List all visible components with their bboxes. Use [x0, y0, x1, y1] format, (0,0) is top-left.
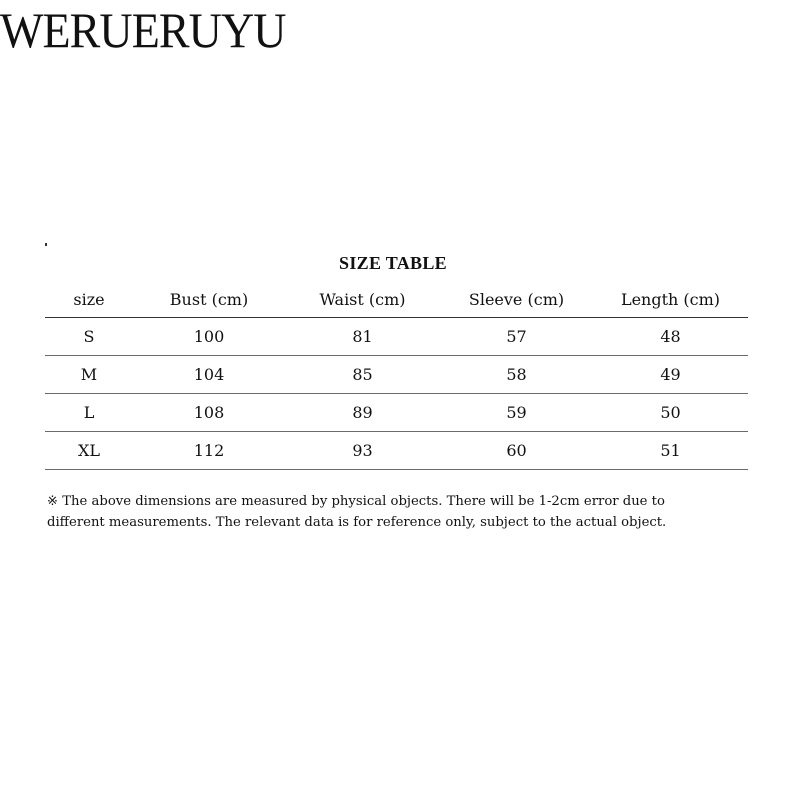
cell-length: 49 — [593, 356, 748, 394]
note-line-2: different measurements. The relevant data is for reference only, subject to the actual object. — [47, 515, 667, 530]
cell-length: 48 — [593, 318, 748, 356]
stray-mark — [45, 243, 47, 246]
cell-sleeve: 57 — [440, 318, 593, 356]
table-row — [45, 356, 748, 394]
cell-bust: 100 — [133, 318, 285, 356]
size-table — [45, 281, 748, 470]
brand-logo-text: WERUERUYU — [0, 2, 286, 58]
cell-bust: 108 — [133, 394, 285, 432]
cell-length: 50 — [593, 394, 748, 432]
cell-length: 51 — [593, 432, 748, 470]
table-row — [45, 394, 748, 432]
cell-size: L — [45, 394, 133, 432]
header-sleeve: Sleeve (cm) — [440, 281, 593, 318]
table-row — [45, 432, 748, 470]
cell-size: XL — [45, 432, 133, 470]
header-waist: Waist (cm) — [285, 281, 440, 318]
cell-sleeve: 59 — [440, 394, 593, 432]
cell-bust: 112 — [133, 432, 285, 470]
size-table-title: SIZE TABLE — [339, 253, 447, 273]
header-size: size — [45, 281, 133, 318]
cell-waist: 85 — [285, 356, 440, 394]
cell-size: M — [45, 356, 133, 394]
measurement-note — [47, 491, 767, 533]
note-line-1: ※ The above dimensions are measured by physical objects. There will be 1-2cm error due to — [47, 494, 665, 509]
cell-waist: 81 — [285, 318, 440, 356]
cell-bust: 104 — [133, 356, 285, 394]
cell-size: S — [45, 318, 133, 356]
table-row — [45, 318, 748, 356]
table-header-row — [45, 281, 748, 318]
cell-sleeve: 60 — [440, 432, 593, 470]
cell-waist: 93 — [285, 432, 440, 470]
cell-waist: 89 — [285, 394, 440, 432]
header-length: Length (cm) — [593, 281, 748, 318]
header-bust: Bust (cm) — [133, 281, 285, 318]
cell-sleeve: 58 — [440, 356, 593, 394]
